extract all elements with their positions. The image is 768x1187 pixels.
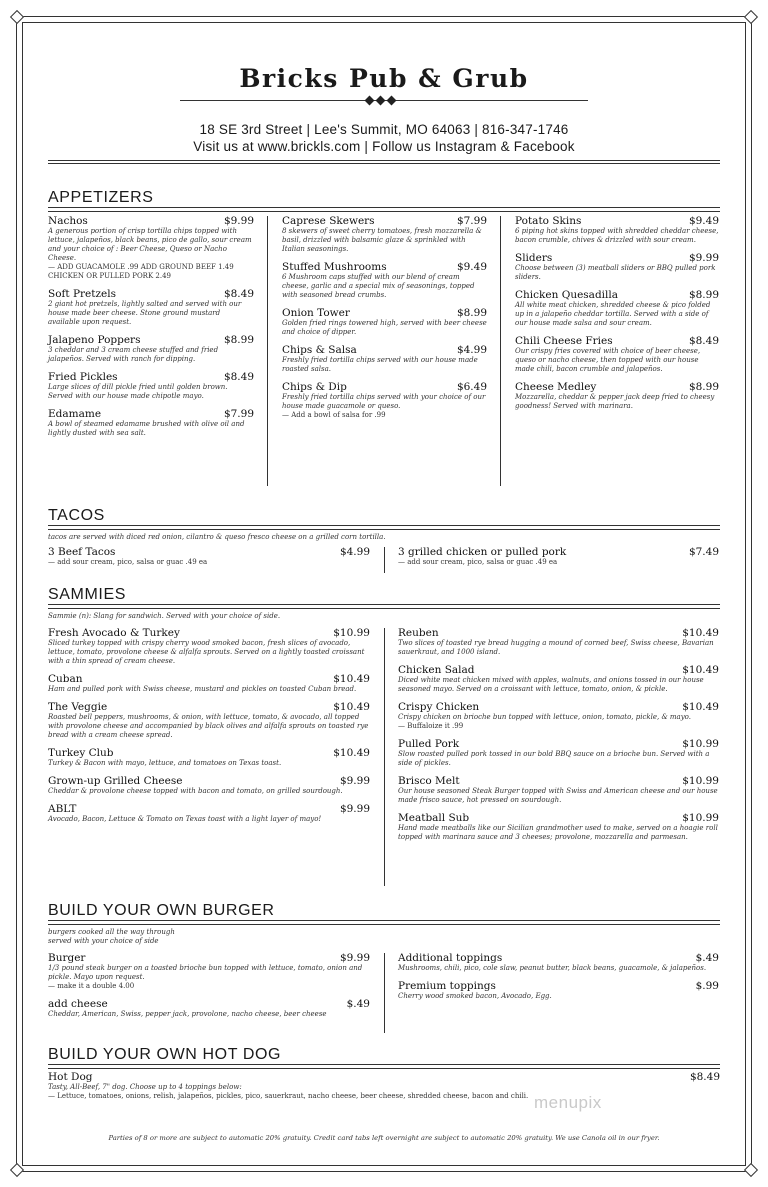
item-description: Tasty, All-Beef, 7" dog. Choose up to 4 toppings below:	[48, 1083, 242, 1091]
menu-item	[515, 289, 719, 328]
item-price: $.49	[346, 998, 370, 1010]
item-name: Caprese Skewers	[282, 215, 375, 227]
item-name: Nachos	[48, 215, 88, 227]
item-name: 3 grilled chicken or pulled pork	[398, 546, 567, 558]
item-name: Sliders	[515, 252, 553, 264]
item-description: Freshly fried tortilla chips served with our house made roasted salsa.	[282, 356, 478, 373]
item-name: Pulled Pork	[398, 738, 460, 750]
item-description: A bowl of steamed edamame brushed with olive oil and lightly dusted with sea salt.	[48, 420, 245, 437]
item-name: Chips & Dip	[282, 381, 347, 393]
item-description: Mozzarella, cheddar & pepper jack deep fried to cheesy goodness! Served with marinara.	[515, 393, 715, 410]
item-addon: — add sour cream, pico, salsa or guac .49 ea	[398, 558, 558, 566]
item-description: Sliced turkey topped with crispy cherry wood smoked bacon, fresh slices of avocado, lettuce, tomato, provolone cheese & alfalfa sprouts. Served on a lightly toasted croissant with a thin spread of cream cheese.	[48, 639, 365, 665]
menu-item	[48, 775, 370, 796]
section-title-appetizers: APPETIZERS	[48, 189, 154, 206]
item-name: Onion Tower	[282, 307, 350, 319]
menu-item	[48, 747, 370, 768]
sammies-column-2	[398, 627, 719, 849]
item-description: 6 Mushroom caps stuffed with our blend of cream cheese, garlic and a special mix of seasonings, topped with seasoned bread crumbs.	[282, 273, 475, 299]
item-addon: — Lettuce, tomatoes, onions, relish, jalapeños, pickles, pico, sauerkraut, nacho cheese, beer cheese, shredded cheese, bacon and chili.	[48, 1092, 529, 1100]
section-rule	[48, 604, 720, 609]
item-price: $7.49	[688, 546, 719, 558]
item-name: add cheese	[48, 998, 108, 1010]
item-price: $8.99	[688, 289, 719, 301]
item-price: $8.49	[688, 335, 719, 347]
item-name: Chips & Salsa	[282, 344, 357, 356]
item-price: $.99	[695, 980, 719, 992]
section-title-hotdog: BUILD YOUR OWN HOT DOG	[48, 1046, 282, 1063]
item-description: Ham and pulled pork with Swiss cheese, mustard and pickles on toasted Cuban bread.	[48, 685, 357, 693]
burger-note-2: served with your choice of side	[48, 937, 159, 945]
item-name: Soft Pretzels	[48, 288, 116, 300]
item-description: 1/3 pound steak burger on a toasted brioche bun topped with lettuce, tomato, onion and pickle. Mayo upon request.	[48, 964, 363, 981]
menu-item	[398, 701, 719, 731]
item-description: Turkey & Bacon with mayo, lettuce, and tomatoes on Texas toast.	[48, 759, 282, 767]
item-price: $9.49	[688, 215, 719, 227]
item-price: $9.99	[339, 803, 370, 815]
menu-item	[398, 627, 719, 657]
item-description: Golden fried rings towered high, served with beer cheese and choice of dipper.	[282, 319, 487, 336]
tacos-column-2	[398, 546, 719, 574]
menu-item	[282, 307, 487, 337]
menu-item	[398, 738, 719, 768]
item-addon: — Buffaloize it .99	[398, 722, 464, 730]
item-price: $9.99	[339, 952, 370, 964]
item-price: $10.49	[333, 701, 370, 713]
appetizers-column-3	[515, 215, 719, 418]
menu-item	[398, 546, 719, 567]
item-name: The Veggie	[48, 701, 108, 713]
section-rule	[48, 207, 720, 212]
menu-item	[398, 980, 719, 1001]
item-name: Hot Dog	[48, 1071, 93, 1083]
item-description: Avocado, Bacon, Lettuce & Tomato on Texas toast with a light layer of mayo!	[48, 815, 322, 823]
item-price: $10.49	[682, 627, 719, 639]
item-name: Stuffed Mushrooms	[282, 261, 387, 273]
item-name: Fresh Avocado & Turkey	[48, 627, 180, 639]
watermark: menupix	[534, 1093, 602, 1112]
item-name: Cuban	[48, 673, 83, 685]
menu-item	[48, 627, 370, 666]
column-divider	[384, 953, 385, 1033]
section-rule	[48, 920, 720, 925]
item-name: Jalapeno Poppers	[48, 334, 141, 346]
web-line: Visit us at www.brickls.com | Follow us Instagram & Facebook	[193, 139, 575, 154]
item-description: A generous portion of crisp tortilla chips topped with lettuce, jalapeños, black beans, pico de gallo, sour cream and your choice of : Beer Cheese, Queso or Nacho Cheese.	[48, 227, 252, 262]
footer-note: Parties of 8 or more are subject to automatic 20% gratuity. Credit card tabs left overnight are subject to automatic 20% gratuity. We use Canola oil in our fryer.	[108, 1134, 660, 1142]
item-description: Choose between (3) meatball sliders or BBQ pulled pork sliders.	[515, 264, 716, 281]
hotdog-item	[48, 1071, 720, 1101]
item-name: Cheese Medley	[515, 381, 597, 393]
item-price: $10.49	[682, 664, 719, 676]
item-name: Meatball Sub	[398, 812, 470, 824]
item-addon: — Add a bowl of salsa for .99	[282, 411, 386, 419]
item-price: $8.49	[689, 1071, 720, 1083]
menu-item	[398, 952, 719, 973]
menu-item	[282, 381, 487, 420]
item-price: $10.99	[333, 627, 370, 639]
item-description: Two slices of toasted rye bread hugging a mound of corned beef, Swiss cheese, Bavarian sauerkraut, and 1000 island.	[398, 639, 714, 656]
burger-note-1: burgers cooked all the way through	[48, 928, 175, 936]
item-description: Roasted bell peppers, mushrooms, & onion, with lettuce, tomato, & avocado, all topped with provolone cheese and accompanied by black olives and alfalfa sprouts on toasted rye bread with a cream cheese spread.	[48, 713, 369, 739]
menu-item	[398, 775, 719, 805]
item-price: $7.99	[223, 408, 254, 420]
tacos-note: tacos are served with diced red onion, cilantro & queso fresco cheese on a grilled corn tortilla.	[48, 533, 386, 541]
appetizers-column-1	[48, 215, 254, 445]
restaurant-title: Bricks Pub & Grub	[239, 64, 529, 93]
item-price: $10.49	[333, 673, 370, 685]
item-name: Additional toppings	[398, 952, 503, 964]
menu-item	[282, 344, 487, 374]
item-description: Mushrooms, chili, pico, cole slaw, peanut butter, black beans, guacamole, & jalapeños.	[398, 964, 707, 972]
item-description: 6 piping hot skins topped with shredded cheddar cheese, bacon crumble, chives & drizzled with sour cream.	[515, 227, 719, 244]
column-divider	[267, 216, 268, 486]
item-price: $8.99	[223, 334, 254, 346]
item-name: Chicken Quesadilla	[515, 289, 619, 301]
menu-item	[282, 215, 487, 254]
item-price: $8.99	[456, 307, 487, 319]
menu-item	[515, 252, 719, 282]
item-description: Hand made meatballs like our Sicilian grandmother used to make, served on a hoagie roll topped with marinara sauce and 3 cheeses; provolone, mozzarella and parmesan.	[398, 824, 718, 841]
item-price: $10.49	[682, 701, 719, 713]
menu-item	[515, 215, 719, 245]
item-name: Crispy Chicken	[398, 701, 480, 713]
menu-item	[398, 812, 719, 842]
item-name: Fried Pickles	[48, 371, 118, 383]
column-divider	[384, 547, 385, 573]
tacos-column-1	[48, 546, 370, 574]
item-name: Edamame	[48, 408, 102, 420]
item-price: $10.99	[682, 775, 719, 787]
address-line: 18 SE 3rd Street | Lee's Summit, MO 64063 | 816-347-1746	[199, 122, 569, 137]
item-description: Our crispy fries covered with choice of beer cheese, queso or nacho cheese, then topped with our house made chili, bacon crumble and jalapeños.	[515, 347, 701, 373]
section-title-burger: BUILD YOUR OWN BURGER	[48, 902, 275, 919]
menu-item	[48, 408, 254, 438]
item-description: Cherry wood smoked bacon, Avocado, Egg.	[398, 992, 552, 1000]
item-name: Premium toppings	[398, 980, 496, 992]
column-divider	[384, 628, 385, 886]
item-description: Our house seasoned Steak Burger topped with Swiss and American cheese and our house made frisco sauce, hot pressed on sourdough.	[398, 787, 718, 804]
sammies-note: Sammie (n): Slang for sandwich. Served with your choice of side.	[48, 612, 281, 620]
item-description: Cheddar, American, Swiss, pepper jack, provolone, nacho cheese, beer cheese	[48, 1010, 327, 1018]
item-price: $9.49	[456, 261, 487, 273]
menu-item	[48, 803, 370, 824]
section-rule	[48, 525, 720, 530]
item-description: Freshly fried tortilla chips served with your choice of our house made guacamole or queso.	[282, 393, 486, 410]
item-description: Diced white meat chicken mixed with apples, walnuts, and onions tossed in our house seasoned mayo. Served on a croissant with lettuce, tomato, onion, & pickle.	[398, 676, 704, 693]
menu-item	[48, 334, 254, 364]
appetizers-column-2	[282, 215, 487, 427]
item-name: Grown-up Grilled Cheese	[48, 775, 183, 787]
menu-item	[515, 381, 719, 411]
item-name: Brisco Melt	[398, 775, 460, 787]
item-price: $10.99	[682, 812, 719, 824]
menu-item	[515, 335, 719, 374]
item-price: $6.49	[456, 381, 487, 393]
menu-item	[48, 673, 370, 694]
menu-item	[48, 215, 254, 281]
sammies-column-1	[48, 627, 370, 831]
item-description: 2 giant hot pretzels, lightly salted and served with our house made beer cheese. Stone ground mustard available upon request.	[48, 300, 242, 326]
menu-item	[48, 546, 370, 567]
item-description: Cheddar & provolone cheese topped with bacon and tomato, on grilled sourdough.	[48, 787, 343, 795]
item-name: ABLT	[48, 803, 77, 815]
item-price: $8.99	[688, 381, 719, 393]
menu-item	[48, 371, 254, 401]
menu-item	[48, 288, 254, 327]
item-name: Burger	[48, 952, 86, 964]
item-price: $10.99	[682, 738, 719, 750]
menu-item	[48, 701, 370, 740]
item-description: Large slices of dill pickle fried until golden brown. Served with our house made chipotle mayo.	[48, 383, 228, 400]
item-price: $9.99	[223, 215, 254, 227]
item-price: $9.99	[688, 252, 719, 264]
item-price: $8.49	[223, 288, 254, 300]
header-rule	[48, 160, 720, 164]
item-addon: — add sour cream, pico, salsa or guac .49 ea	[48, 558, 208, 566]
item-description: 8 skewers of sweet cherry tomatoes, fresh mozzarella & basil, drizzled with balsamic glaze & sprinkled with Italian seasonings.	[282, 227, 482, 253]
item-name: Turkey Club	[48, 747, 114, 759]
menu-item	[48, 998, 370, 1019]
item-price: $4.99	[339, 546, 370, 558]
item-addon: — ADD GUACAMOLE .99 ADD GROUND BEEF 1.49 CHICKEN OR PULLED PORK 2.49	[48, 263, 234, 280]
item-name: Reuben	[398, 627, 439, 639]
section-title-sammies: SAMMIES	[48, 586, 126, 603]
menu-item	[282, 261, 487, 300]
item-name: Potato Skins	[515, 215, 582, 227]
item-price: $8.49	[223, 371, 254, 383]
menu-item	[398, 664, 719, 694]
burger-column-2	[398, 952, 719, 1008]
burger-column-1	[48, 952, 370, 1026]
section-rule	[48, 1064, 720, 1069]
item-name: Chili Cheese Fries	[515, 335, 613, 347]
item-name: Chicken Salad	[398, 664, 475, 676]
item-price: $7.99	[456, 215, 487, 227]
item-name: 3 Beef Tacos	[48, 546, 116, 558]
column-divider	[500, 216, 501, 486]
item-addon: — make it a double 4.00	[48, 982, 135, 990]
item-description: Crispy chicken on brioche bun topped with lettuce, onion, tomato, pickle, & mayo.	[398, 713, 691, 721]
item-price: $.49	[695, 952, 719, 964]
item-description: Slow roasted pulled pork tossed in our bold BBQ sauce on a brioche bun. Served with a side of pickles.	[398, 750, 710, 767]
item-price: $9.99	[339, 775, 370, 787]
section-title-tacos: TACOS	[48, 507, 105, 524]
menu-item	[48, 952, 370, 991]
item-description: 3 cheddar and 3 cream cheese stuffed and fried jalapeños. Served with ranch for dipping.	[48, 346, 219, 363]
item-price: $4.99	[456, 344, 487, 356]
item-price: $10.49	[333, 747, 370, 759]
item-description: All white meat chicken, shredded cheese & pico folded up in a jalapeño cheddar tortilla. Served with a side of our house made salsa and sour cream.	[515, 301, 711, 327]
